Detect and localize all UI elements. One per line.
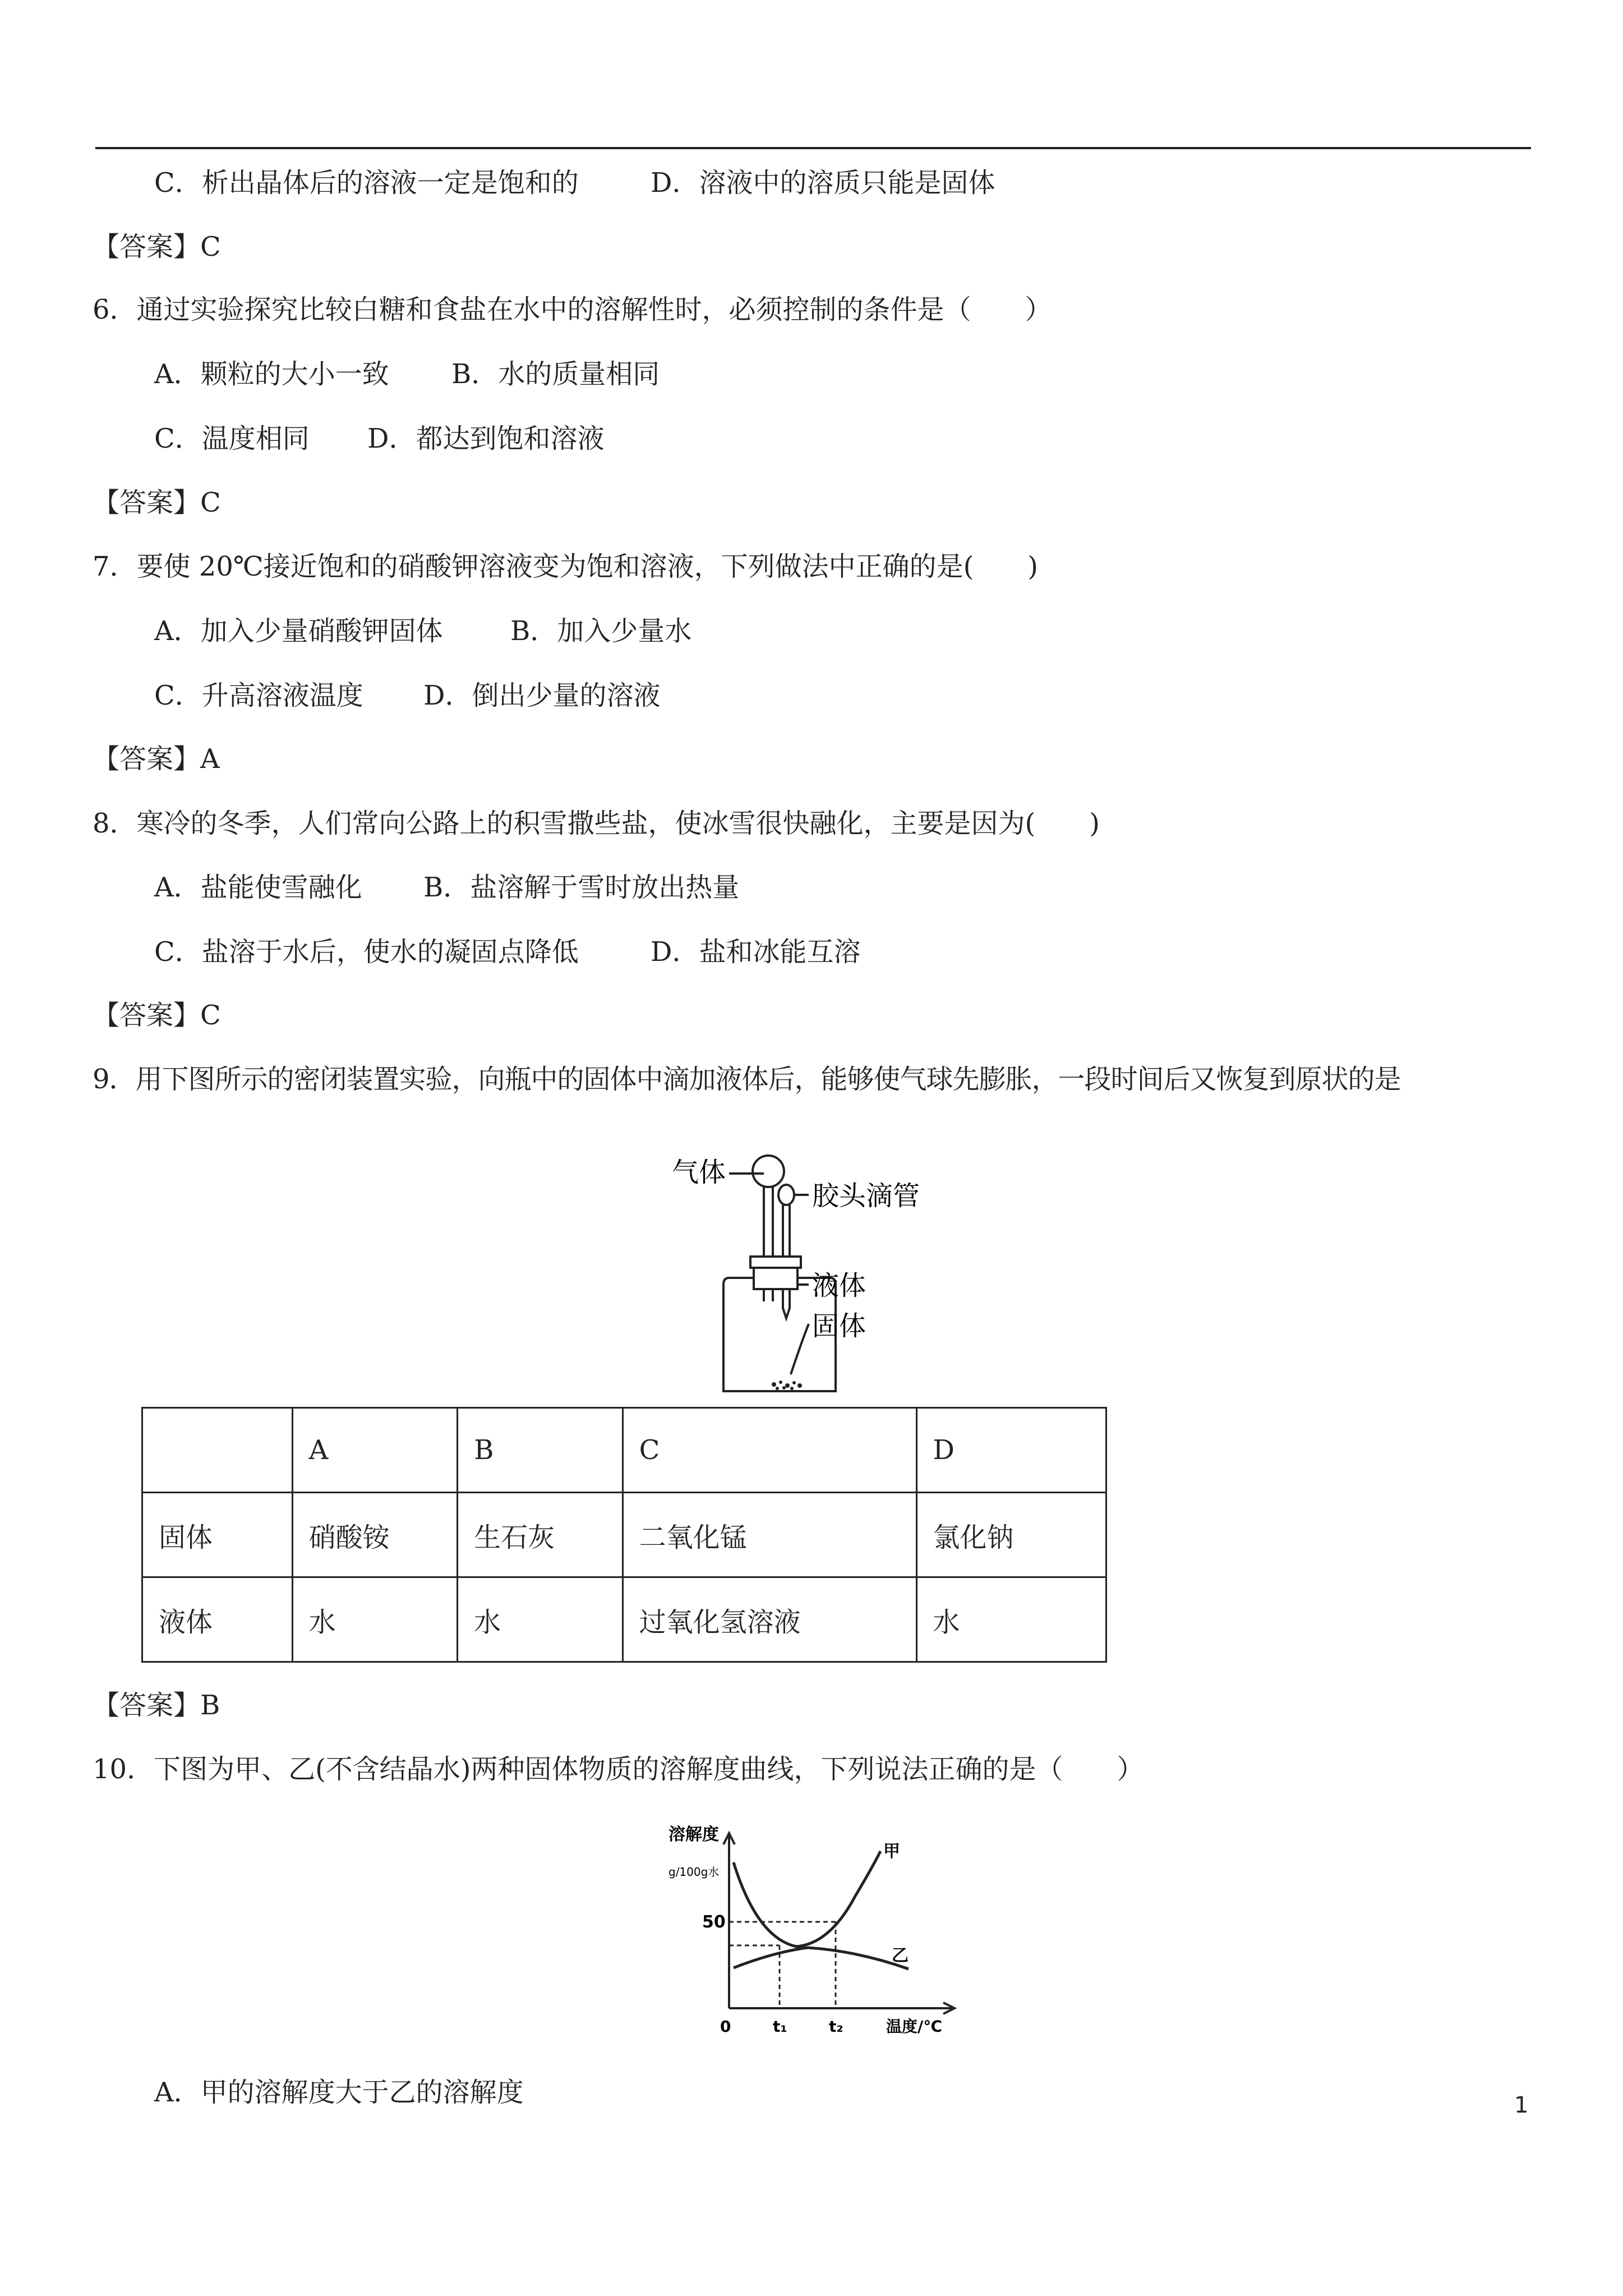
- question-6: 6．通过实验探究比较白糖和食盐在水中的溶解性时，必须控制的条件是（ ）: [93, 294, 1052, 325]
- table-cell: 二氧化锰: [623, 1493, 916, 1577]
- table-cell: C: [623, 1408, 916, 1493]
- page-number: 1: [1514, 2092, 1529, 2118]
- table-cell: 固体: [142, 1493, 293, 1577]
- header-rule: [95, 147, 1531, 149]
- answer-5: 【答案】C: [93, 231, 221, 263]
- question-7: 7．要使 20℃接近饱和的硝酸钾溶液变为饱和溶液，下列做法中正确的是( ): [93, 551, 1039, 582]
- series-jia-curve: [734, 1851, 880, 1947]
- table-cell: B: [458, 1408, 623, 1493]
- label-dropper: 胶头滴管: [812, 1180, 920, 1212]
- table-cell: D: [916, 1408, 1106, 1493]
- table-cell: [142, 1408, 293, 1493]
- table-cell: A: [292, 1408, 458, 1493]
- table-cell: 过氧化氢溶液: [623, 1577, 916, 1662]
- q6-option-c: C．温度相同: [154, 423, 310, 454]
- q6-option-a: A．颗粒的大小一致: [154, 358, 389, 390]
- q8-option-c: C．盐溶于水后，使水的凝固点降低: [154, 936, 579, 968]
- table-cell: 水: [458, 1577, 623, 1662]
- question-8: 8．寒冷的冬季，人们常向公路上的积雪撒些盐，使冰雪很快融化，主要是因为( ): [93, 808, 1100, 839]
- q8-option-b: B．盐溶解于雪时放出热量: [423, 872, 740, 903]
- answer-7: 【答案】A: [93, 743, 220, 775]
- q10-option-a: A．甲的溶解度大于乙的溶解度: [154, 2077, 524, 2108]
- y-tick-label: 50: [702, 1912, 726, 1932]
- q7-option-c: C．升高溶液温度: [154, 680, 363, 711]
- q8-option-d: D．盐和冰能互溶: [651, 936, 861, 968]
- q7-option-b: B．加入少量水: [510, 615, 692, 647]
- solubility-chart: [662, 1818, 976, 2042]
- label-gas: 气体: [672, 1157, 726, 1188]
- table-cell: 硝酸铵: [292, 1493, 458, 1577]
- x-tick-label: t₂: [829, 2017, 843, 2036]
- q6-option-d: D．都达到饱和溶液: [367, 423, 605, 454]
- q6-option-b: B．水的质量相同: [451, 358, 660, 390]
- y-axis-label: 溶解度: [668, 1825, 719, 1844]
- answer-6: 【答案】C: [93, 487, 221, 518]
- y-axis-unit: g/100g水: [668, 1865, 720, 1879]
- apparatus-figure: [662, 1150, 998, 1402]
- x-tick-label: t₁: [773, 2017, 787, 2036]
- series-yi-curve: [734, 1948, 909, 1969]
- table-row: [142, 1577, 1106, 1662]
- series-jia-label: 甲: [883, 1842, 900, 1861]
- table-cell: 液体: [142, 1577, 293, 1662]
- series-yi-label: 乙: [892, 1946, 909, 1966]
- q7-option-a: A．加入少量硝酸钾固体: [154, 615, 443, 647]
- label-solid: 固体: [812, 1310, 866, 1342]
- answer-9: 【答案】B: [93, 1690, 220, 1721]
- question-10: 10．下图为甲、乙(不含结晶水)两种固体物质的溶解度曲线，下列说法正确的是（ ）: [93, 1754, 1144, 1785]
- table-cell: 生石灰: [458, 1493, 623, 1577]
- q9-table: [141, 1407, 1107, 1663]
- q8-option-a: A．盐能使雪融化: [154, 872, 362, 903]
- table-row: [142, 1493, 1106, 1577]
- q5-option-c: C．析出晶体后的溶液一定是饱和的: [154, 167, 579, 199]
- table-cell: 水: [916, 1577, 1106, 1662]
- q5-option-d: D．溶液中的溶质只能是固体: [651, 167, 995, 199]
- label-liquid: 液体: [812, 1270, 866, 1301]
- x-tick-label: 0: [720, 2017, 731, 2036]
- answer-8: 【答案】C: [93, 1000, 221, 1031]
- x-axis-label: 温度/℃: [886, 2017, 943, 2036]
- question-9: 9．用下图所示的密闭装置实验，向瓶中的固体中滴加液体后，能够使气球先膨胀，一段时间后又恢复到原状的是: [93, 1064, 1401, 1095]
- table-cell: 氯化钠: [916, 1493, 1106, 1577]
- q7-option-d: D．倒出少量的溶液: [423, 680, 661, 711]
- table-row: [142, 1408, 1106, 1493]
- table-cell: 水: [292, 1577, 458, 1662]
